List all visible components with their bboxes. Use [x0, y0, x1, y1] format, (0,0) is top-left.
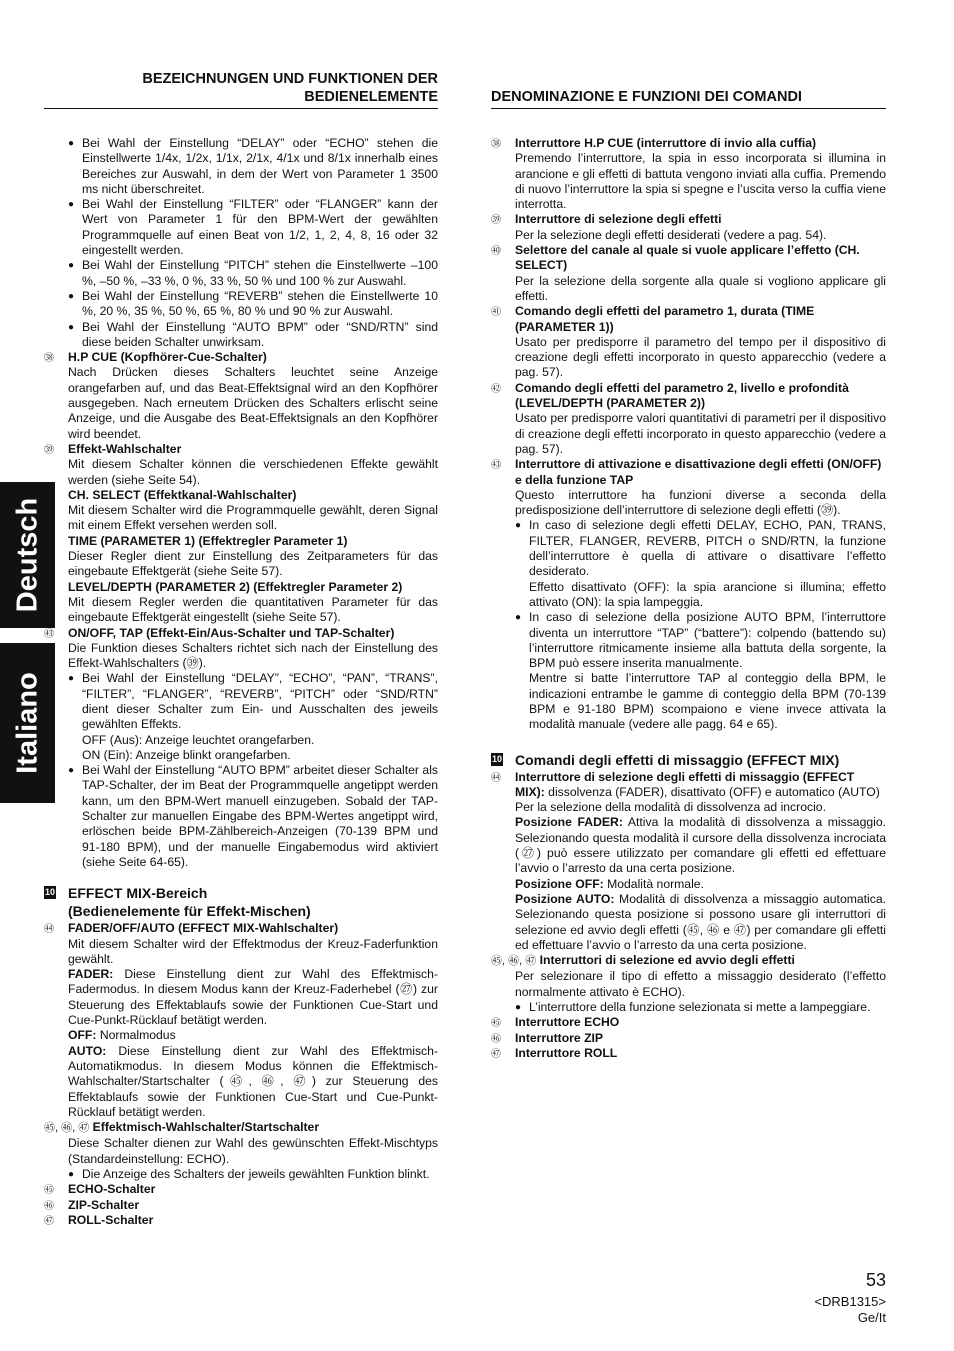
item-body: Mit diesem Regler werden die quantitativen Parameter für das eingebaute Effektgerät eingestellt (siehe Seite 57). [68, 594, 438, 625]
control-item [44, 534, 438, 580]
control-item [491, 1046, 886, 1061]
italian-header: DENOMINAZIONE E FUNZIONI DEI COMANDI [491, 88, 886, 109]
mode-label: Posizione OFF: [515, 876, 604, 891]
control-item [44, 921, 438, 1120]
italian-column [491, 70, 886, 1061]
item-number: ㊸ [491, 460, 501, 472]
control-item [44, 1182, 438, 1197]
item-description: Diese Schalter dienen zur Wahl des gewünschten Effekt-Mischtyps (Standardeinstellung: ECHO). [68, 1136, 438, 1166]
item-title: Interruttore di selezione degli effetti [515, 212, 722, 227]
item-title: ROLL-Schalter [68, 1212, 154, 1227]
mode-text: Diese Einstellung dient zur Wahl des Effektmisch-Fadermodus. In diesem Modus kann der Kreuz-Faderhebel (㉗) zur Steuerung des Effektablaufs sowie der Funktionen Cue-Start und Cue-Punkt-Rücklauf betätigt werden. [68, 967, 438, 1028]
item-title: Interruttore H.P CUE (interruttore di invio alla cuffia) [515, 136, 817, 150]
item-body [491, 969, 886, 1015]
item-number: ㊺ [491, 1018, 501, 1030]
section-heading [491, 751, 886, 769]
item-body: Per la selezione degli effetti desiderati (vedere a pag. 54). [515, 227, 827, 242]
item-title: Effekt-Wahlschalter [68, 441, 182, 456]
german-header: BEZEICHNUNGEN UND FUNKTIONEN DER BEDIENELEMENTE [44, 70, 438, 109]
language-tab-label: Deutsch [11, 497, 43, 613]
item-number: ㊸ [44, 628, 54, 640]
item-title: FADER/OFF/AUTO (EFFECT MIX-Wahlschalter) [68, 921, 339, 936]
item-body: Mit diesem Schalter wird die Programmquelle gewählt, deren Signal mit einem Effekt versehen werden soll. [68, 503, 438, 533]
sub-paragraph: Mentre si batte l’interruttore TAP al conteggio della BPM, le indicazioni entrambe le gamme di conteggio della BPM (70-139 BPM e 91-180 BPM) scompaiono e viene invece attivata la modalità manuale (vedere alle pagg. 64 e 65). [529, 671, 886, 732]
model-code: <DRB1315> [814, 1294, 886, 1309]
item-title-text: Effektmisch-Wahlschalter/Startschalter [92, 1120, 320, 1135]
item-number: ㊻ [44, 1200, 54, 1212]
control-item [491, 304, 886, 380]
bullet-item: ● L’interruttore della funzione selezionata si mette a lampeggiare. [515, 1000, 886, 1015]
mode-label: OFF: [68, 1028, 97, 1043]
sub-paragraph: ON (Ein): Anzeige blinkt orangefarben. [82, 747, 291, 762]
item-number: ㊼ [44, 1215, 54, 1227]
item-title [44, 1120, 438, 1136]
item-body: Usato per predisporre valori quantitativi di parametri per il dispositivo di creazione degli effetti incorporato in questo apparecchio (vedere a pag. 57). [515, 411, 886, 456]
item-number: ㊴ [44, 444, 54, 456]
document-code [750, 1294, 886, 1326]
item-number: ㊴ [491, 215, 501, 227]
item-body: Mit diesem Schalter können die verschiedenen Effekte gewählt werden (siehe Seite 54). [68, 457, 438, 487]
item-title: Interruttore ROLL [515, 1045, 618, 1060]
mode-description [68, 1028, 438, 1043]
bullet-item: ● In caso di selezione degli effetti DELAY, ECHO, PAN, TRANS, FILTER, FLANGER, REVERB, PITCH o SND/RTN, la funzione dell’interruttore è quella di attivare o disattivare l’effetto desiderato. [515, 518, 886, 579]
item-body [44, 1136, 438, 1182]
item-title: CH. SELECT (Effektkanal-Wahlschalter) [68, 487, 297, 502]
item-body: Per la selezione della sorgente alla quale si vogliono applicare gli effetti. [515, 273, 886, 303]
item-title-text: Interruttori di selezione ed avvio degli effetti [539, 953, 795, 968]
mode-label: Posizione AUTO: [515, 891, 615, 906]
item-number: ㊳ [491, 139, 501, 150]
control-item [491, 381, 886, 457]
control-item [491, 770, 886, 954]
bullet-item: ● Bei Wahl der Einstellung “FILTER” oder “FLANGER” kann der Wert von Parameter 1 für den BPM-Wert der gewählten Programmquelle auf einen Beat von 1/2, 1, 2, 4, 8, 16 oder 32 eingestellt werden. [44, 197, 438, 258]
item-title: Comando degli effetti del parametro 1, durata (TIME (PARAMETER 1)) [515, 304, 815, 334]
section-number-icon: 10 [491, 753, 502, 764]
item-title [515, 770, 886, 801]
item-body: Dieser Regler dient zur Einstellung des Zeitparameters für das eingebaute Effektgerät (siehe Seite 57). [68, 549, 438, 579]
item-number: ㊺ [44, 1185, 54, 1197]
bullet-item: ● Die Anzeige des Schalters der jeweils gewählten Funktion blinkt. [68, 1167, 438, 1182]
item-number: ㊷ [491, 383, 501, 395]
bullet-item: ● Bei Wahl der Einstellung “DELAY”, “ECHO”, “PAN”, “TRANS”, “FILTER”, “FLANGER”, “REVERB”, “PITCH” oder “SND/RTN” dient dieser Schalter zum Ein- und Ausschalten des jeweils gewählten Effekts. [68, 671, 438, 732]
item-number: ㊻ [491, 1033, 501, 1045]
control-item [44, 442, 438, 488]
control-item [44, 1120, 438, 1182]
section-subtitle: (Bedienelemente für Effekt-Mischen) [68, 903, 311, 920]
item-number: ㊵ [491, 246, 501, 258]
item-description: Die Funktion dieses Schalters richtet sich nach der Einstellung des Effekt-Wahlschalters (㊴). [68, 640, 438, 671]
item-title: Comando degli effetti del parametro 2, livello e profondità (LEVEL/DEPTH (PARAMETER 2)) [515, 380, 849, 411]
item-title: Interruttore ECHO [515, 1015, 620, 1030]
item-body: Premendo l’interruttore, la spia in esso incorporata si illumina in arancione e gli effetti di battuta vengono inviati alla cuffia. Premendo di nuovo l’interruttore la spia si spegne e l’uscita verso la cuffia viene interrotta. [515, 151, 886, 212]
item-title: Interruttore ZIP [515, 1030, 604, 1045]
bullet-item: ● Bei Wahl der Einstellung “AUTO BPM” oder “SND/RTN” sind diese beiden Schalter unwirksam. [44, 320, 438, 351]
item-number: ㊹ [44, 924, 54, 936]
item-number: ㊼ [491, 1048, 501, 1060]
bullet-item: ● Bei Wahl der Einstellung “DELAY” oder “ECHO” stehen die Einstellwerte 1/4x, 1/2x, 1/1x, 2/1x, 4/1x und 8/1x innerhalb eines Bereiches zur Auswahl, in dem der Wert von Parameter 1 3500 ms nicht überschreitet. [44, 136, 438, 197]
item-description: Questo interruttore ha funzioni diverse a seconda della predisposizione dell’interruttore di selezione degli effetti (㊴). [515, 487, 886, 518]
item-body: Usato per predisporre il parametro del tempo per il dispositivo di creazione degli effetti incorporato in questo apparecchio (vedere a pag. 57). [515, 334, 886, 380]
section-title: EFFECT MIX-Bereich [68, 885, 208, 902]
item-title: Selettore del canale al quale si vuole applicare l’effetto (CH. SELECT) [515, 243, 860, 273]
mode-label: AUTO: [68, 1043, 107, 1058]
item-title: H.P CUE (Kopfhörer-Cue-Schalter) [68, 350, 267, 365]
section-heading [44, 884, 438, 920]
control-item [491, 457, 886, 732]
control-item [491, 212, 886, 243]
item-title: ZIP-Schalter [68, 1197, 140, 1212]
mode-text: Modalità normale. [603, 876, 704, 891]
mode-description [68, 1044, 438, 1120]
bullet-item: ● Bei Wahl der Einstellung “REVERB” stehen die Einstellwerte 10 %, 20 %, 35 %, 50 %, 65 %, 80 % und 90 % zur Auswahl. [44, 289, 438, 320]
item-title: ECHO-Schalter [68, 1182, 156, 1197]
item-title [491, 953, 886, 969]
mode-description [68, 967, 438, 1028]
control-item [491, 243, 886, 304]
sub-paragraph: Effetto disattivato (OFF): la spia arancione si illumina; effetto attivato (ON): la spia lampeggia. [529, 579, 886, 609]
mode-description [515, 892, 886, 953]
mode-label: FADER: [68, 967, 114, 982]
item-title: ON/OFF, TAP (Effekt-Ein/Aus-Schalter und TAP-Schalter) [68, 625, 395, 640]
language-tab-deutsch [0, 482, 55, 628]
sub-paragraph: OFF (Aus): Anzeige leuchtet orangefarben. [82, 732, 315, 747]
control-item [491, 1015, 886, 1030]
mode-text: Normalmodus [96, 1028, 176, 1043]
page-number: 53 [865, 1270, 886, 1290]
item-body [515, 800, 886, 953]
language-code: Ge/It [857, 1310, 886, 1325]
control-item [44, 350, 438, 442]
item-description: Mit diesem Schalter wird der Effektmodus der Kreuz-Faderfunktion gewählt. [68, 936, 438, 966]
control-item [491, 136, 886, 212]
control-item [44, 580, 438, 626]
item-number: ㊺, ㊻, ㊼ [44, 1122, 90, 1135]
item-description: Per selezionare il tipo di effetto a missaggio desiderato (l’effetto normalmente attivato è ECHO). [515, 969, 886, 999]
item-title: LEVEL/DEPTH (PARAMETER 2) (Effektregler Parameter 2) [68, 579, 403, 594]
item-number: ㊳ [44, 353, 54, 365]
item-body [515, 488, 886, 733]
section-title: Comandi degli effetti di missaggio (EFFECT MIX) [515, 751, 840, 768]
bullet-item: ● Bei Wahl der Einstellung “PITCH” stehen die Einstellwerte –100 %, –50 %, –33 %, 0 %, 33 %, 50 % und 100 % zur Auswahl. [44, 258, 438, 289]
mode-description [515, 877, 886, 892]
mode-description [515, 815, 886, 876]
item-body [68, 937, 438, 1121]
bullet-item: ● In caso di selezione della posizione AUTO BPM, l’interruttore diventa un interruttore “TAP” (“battere”): colpendo (battendo su) l’interruttore ritmicamente insieme alla battuta della sorgente, la BPM può essere inserita manualmente. [515, 610, 886, 671]
item-number: ㊶ [491, 307, 501, 319]
language-tab-italiano [0, 643, 55, 803]
control-item [491, 953, 886, 1015]
item-title: TIME (PARAMETER 1) (Effektregler Parameter 1) [68, 533, 348, 548]
section-number-icon: 10 [44, 887, 55, 898]
item-number: ㊹ [491, 772, 501, 784]
control-item [44, 1198, 438, 1213]
item-title: Interruttore di attivazione e disattivazione degli effetti (ON/OFF) e della funzione TAP [515, 457, 882, 487]
language-tab-label: Italiano [11, 672, 43, 774]
control-item [44, 626, 438, 871]
bullet-item: ● Bei Wahl der Einstellung “AUTO BPM” arbeitet dieser Schalter als TAP-Schalter, der im Beat der Programmquelle angetippt werden kann, um den BPM-Wert manuell einzugeben. Sobald der TAP-Schalter zur manuellen Eingabe des BPM-Wertes angetippt wird, erlöschen beide BPM-Zählbereich-Anzeigen (70-139 BPM und 91-180 BPM), und der manuelle Eingabemodus wird aktiviert (siehe Seite 64-65). [68, 763, 438, 870]
item-body: Nach Drücken dieses Schalters leuchtet seine Anzeige orangefarben auf, und das Beat-Effektsignal wird an den Kopfhörer ausgegeben. Nach erneutem Drücken des Schalters erlischt seine Anzeige, und die Ausgabe des Beat-Effektsignals an den Kopfhörer wird beendet. [68, 365, 438, 441]
control-item [491, 1031, 886, 1046]
mode-text: Diese Einstellung dient zur Wahl des Effektmisch-Automatikmodus. In diesem Modus können die Effektmisch-Wahlschalter/Startschalter (㊺, ㊻, ㊼) zur Steuerung des Effektablaufs sowie der Funktionen Cue-Start und Cue-Punkt-Rücklauf betätigt werden. [68, 1043, 438, 1119]
mode-text: Attiva la modalità di dissolvenza a missaggio. Selezionando questa modalità il cursore della dissolvenza incrociata (㉗) può essere utilizzato per comandare gli effetti ed effettuare l’avvio o l’arresto da una certa posizione. [515, 815, 886, 876]
mode-label: Posizione FADER: [515, 815, 623, 830]
control-item [44, 488, 438, 534]
german-column [44, 70, 438, 1228]
control-item [44, 1213, 438, 1228]
item-body [68, 641, 438, 870]
mode-text: Modalità di dissolvenza a missaggio automatica. Selezionando questa posizione si possono usare gli interruttori di selezione ed avvio degli effetti (㊺, ㊻ e ㊼) per comandare gli effetti ed effettuare l’avvio o l’arresto da una certa posizione. [515, 891, 886, 952]
item-description: Per la selezione della modalità di dissolvenza ad incrocio. [515, 800, 826, 815]
item-number: ㊺, ㊻, ㊼ [491, 955, 537, 968]
item-title-rest: dissolvenza (FADER), disattivato (OFF) e automatico (AUTO) [544, 784, 880, 799]
item-title-text: Interruttore di selezione degli effetti di missaggio (EFFECT MIX): [515, 769, 855, 799]
